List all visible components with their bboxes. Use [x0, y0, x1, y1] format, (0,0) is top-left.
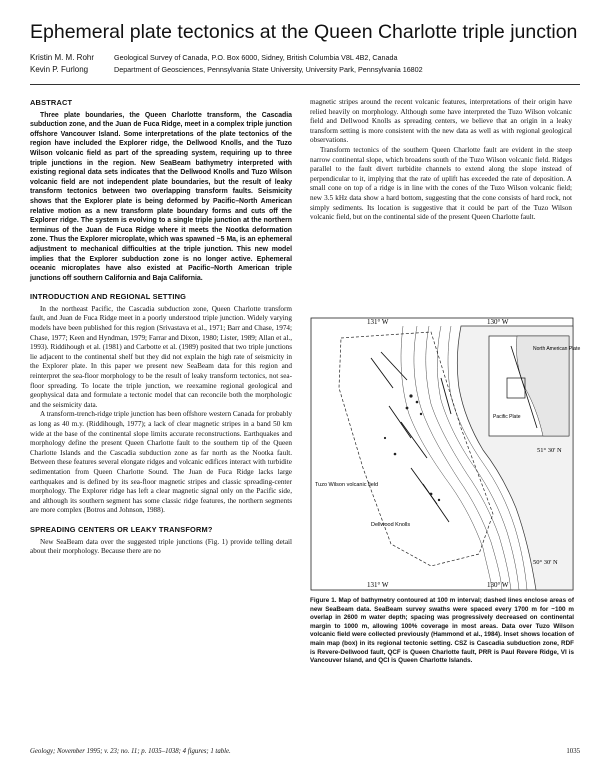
intro-paragraph: In the northeast Pacific, the Cascadia subduction zone, Queen Charlotte transform fault, and Juan de Fuca Ridge meet in a poorly understood triple junction. Widely varying models have been published for this region (Srivastava et al., 1971; Barr and Chase, 1974; Chase, 1977; Keen and Hyndman, 1979; Farrar and Dixon, 1980; Lister, 1989; Allan et al., 1993). Riddihough et al. (1981) and Carbotte et al. (1989) posited that two triple junctions lie adjacent to the continental shelf but they did not explain the high rate of seismicity in the Explorer plate. In this paper we present new SeaBeam data for this region and reinterpret the sea-floor morphology to be the result of leaky transform tectonics, not sea-floor spreading. To locate the triple junction, we reexamine regional geological and geophysical data and formulate a tectonic model that can reconcile both the morphologic and the seismicity data. — [30, 304, 292, 409]
intro-heading: INTRODUCTION AND REGIONAL SETTING — [30, 292, 187, 302]
feature-label: Tuzo Wilson volcanic field — [315, 482, 379, 488]
spreading-paragraph: New SeaBeam data over the suggested triple junctions (Fig. 1) provide telling detail about their morphology. Because there are no — [30, 537, 292, 556]
lat-label: 50° 30' N — [533, 559, 558, 566]
feature-label: Dellwood Knolls — [371, 522, 411, 528]
lon-label: 131° W — [367, 581, 389, 589]
journal-citation: Geology; November 1995; v. 23; no. 11; p. 1035–1038; 4 figures; 1 table. — [30, 748, 231, 755]
inset-label: North American Plate — [533, 346, 581, 352]
inset-map — [489, 336, 580, 436]
author-block — [30, 52, 590, 76]
abstract-text: Three plate boundaries, the Queen Charlotte transform, the Cascadia subduction zone, and the Juan de Fuca Ridge, meet in a complex triple junction offshore Vancouver Island. Some interpretations of the plate tectonics of the region have included the Explorer ridge, the Dellwood Knolls, and the Tuzo Wilson volcanic field as part of the spreading system, requiring up to three triple junctions in the region. New SeaBeam bathymetry interpreted with existing regional data sets indicates that the Dellwood Knolls and Tuzo Wilson volcanic field are not independent plate boundaries, but the result of leaky transform tectonics between two overlapping transform faults. Seismicity shows that the Explorer plate is being deformed by Pacific–North American relative motion as a new transform plate boundary forms and cuts off the Explorer ridge. The system is evolving to a single triple junction at the northern terminus of the Juan de Fuca Ridge where it meets the Nootka deformation zone. Thus the Explorer microplate, which was spawned ~5 Ma, is an ephemeral adjustment to mechanical difficulties at the triple junction. This new model implies that the Explorer subduction zone is no longer active. Ephemeral oceanic microplates have also existed at Pacific–North American triple junctions off southern California and Baja California. — [30, 111, 292, 282]
left-column — [30, 98, 292, 557]
lon-label: 130° W — [487, 318, 509, 326]
intro-paragraph: A transform-trench-ridge triple junction has been offshore western Canada for probably as long as 40 m.y. (Riddihough, 1977); a lack of clear magnetic stripes in a band 50 km wide at the base of the continental slope limits accurate reconstructions. Earthquakes and morphology define the present Queen Charlotte fault to the southern tip of the Queen Charlotte Islands and the Cascadia subduction zone as far north as the Nootka fault. Between these features several elongate ridges and volcanic edifices interact with turbidite sedimentation from Queen Charlotte Sound. The Juan de Fuca Ridge lacks large earthquakes and is defined by its sea-floor magnetic stripes and classic spreading-center morphology. The Explorer ridge has left a clear magnetic signal only on the Pacific side, and although its southern segment has some classic ridge features, the northern segments are more complex (Botros and Johnson, 1988). — [30, 410, 292, 515]
paper-title: Ephemeral plate tectonics at the Queen Charlotte triple junction — [30, 21, 578, 43]
author-name: Kristin M. M. Rohr — [30, 53, 95, 62]
author-row — [30, 52, 590, 64]
lon-label: 131° W — [367, 318, 389, 326]
lat-label: 51° 30' N — [537, 447, 562, 454]
page-number: 1035 — [566, 748, 580, 755]
abstract-heading: ABSTRACT — [30, 98, 73, 107]
figure-caption: Figure 1. Map of bathymetry contoured at 100 m interval; dashed lines enclose areas of new SeaBeam data. SeaBeam survey swaths were spaced every 1700 m for ~100 m overlap in 2600 m water depth; spacing was progressively decreased on continental margin to 1000 m, allowing 100% coverage in most areas. Data over Tuzo Wilson volcanic field were collected previously (Hammond et al., 1984). Inset shows location of main map (box) in its regional tectonic setting. CSZ is Cascadia subduction zone, RDF is Revere-Dellwood fault, QCF is Queen Charlotte fault, PRR is Paul Revere Ridge, VI is Vancouver Island, and QCI is Queen Charlotte Islands. — [310, 597, 574, 665]
inset-label: Pacific Plate — [493, 414, 521, 420]
header-rule — [30, 84, 580, 85]
bathymetry-map-figure — [311, 318, 581, 590]
author-affiliation: Geological Survey of Canada, P.O. Box 6000, Sidney, British Columbia V8L 4B2, Canada — [114, 53, 398, 62]
author-name: Kevin P. Furlong — [30, 65, 89, 74]
lon-label: 130° W — [487, 581, 509, 589]
body-paragraph: magnetic stripes around the recent volcanic features, interpretations of their origin have relied heavily on morphology. Although some have interpreted the Tuzo Wilson volcanic field and Dellwood Knolls as spreading centers, we believe that an origin in a leaky transform setting is more consistent with the new data as well as with regional geological observations. — [310, 98, 572, 145]
author-row — [30, 64, 590, 76]
right-column — [310, 98, 572, 223]
spreading-heading: SPREADING CENTERS OR LEAKY TRANSFORM? — [30, 524, 213, 534]
author-affiliation: Department of Geosciences, Pennsylvania State University, University Park, Pennsylvania 16802 — [114, 65, 423, 74]
body-paragraph: Transform tectonics of the southern Queen Charlotte fault are evident in the steep narrow continental slope, which broadens south of the Tuzo Wilson volcanic field. Ridges parallel to the fault divert turbidite channels to extend along the slope instead of perpendicular to it, implying that the rate of uplift has exceeded the rate of deposition. A small cone on top of a ridge is in line with the cones of the Tuzo Wilson volcanic field; new 3.5 kHz data show a hard bottom, suggesting that the cone consists of hard rock, not simply sediments. Its location is suggestive that it could be part of the Tuzo Wilson volcanic field, but on the continental side of the present Queen Charlotte fault. — [310, 145, 572, 222]
